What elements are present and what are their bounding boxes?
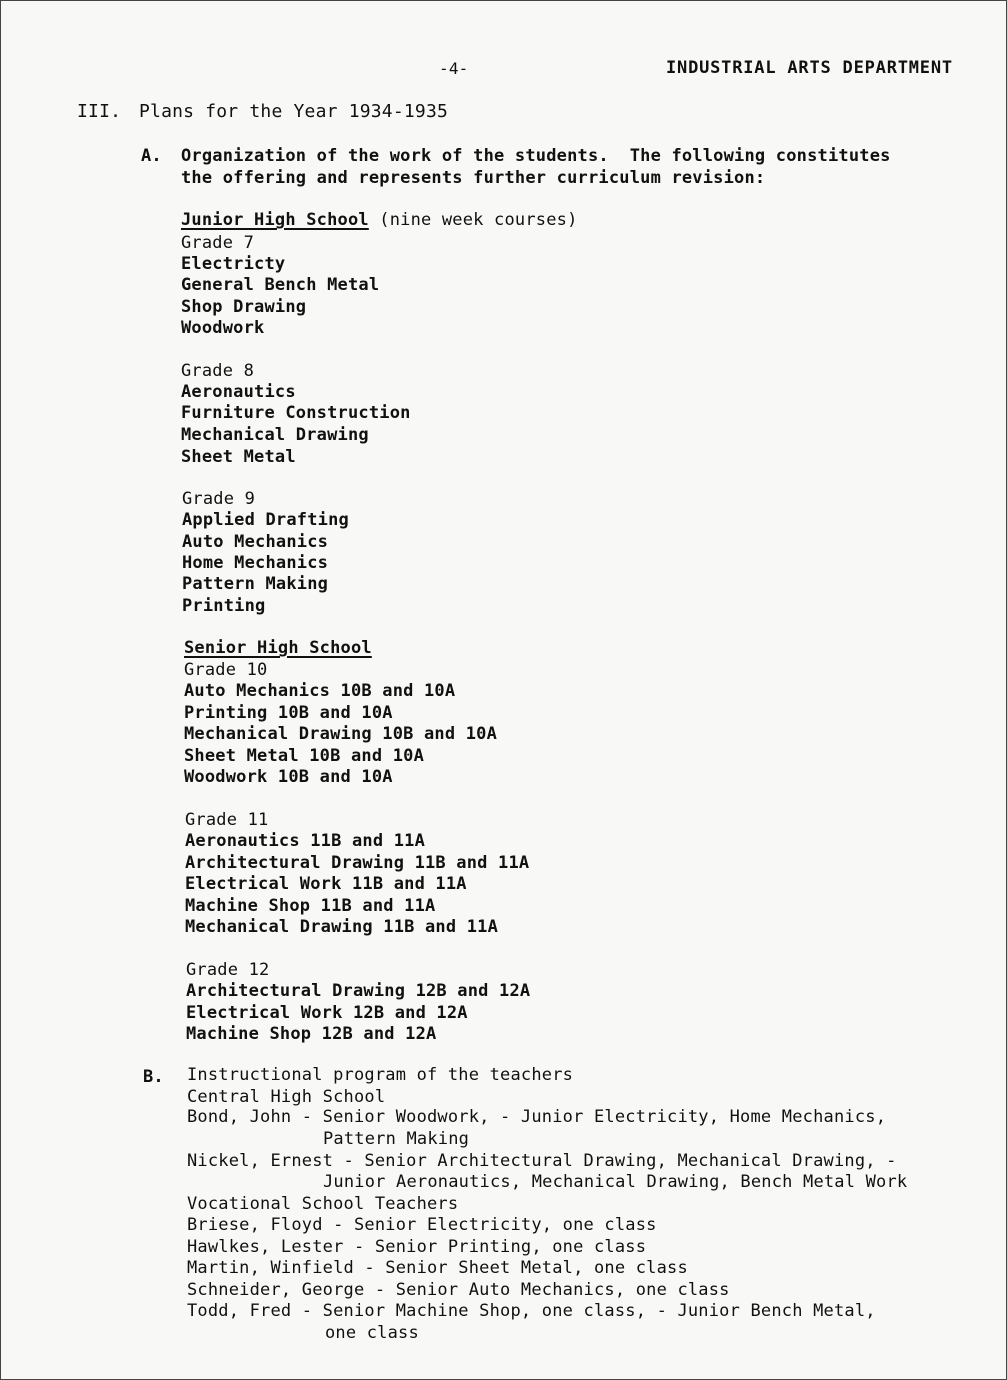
grade-8-label: Grade 8 (181, 361, 255, 381)
course-item: Shop Drawing (181, 297, 307, 317)
teacher-line: Briese, Floyd - Senior Electricity, one class (187, 1215, 657, 1235)
course-item: Machine Shop 12B and 12A (186, 1024, 437, 1044)
course-item: Applied Drafting (182, 510, 349, 530)
course-item: Sheet Metal 10B and 10A (184, 746, 425, 766)
section-numeral: III. (77, 101, 122, 122)
school-heading: Vocational School Teachers (187, 1194, 459, 1214)
course-item: Machine Shop 11B and 11A (185, 896, 436, 916)
grade-10-label: Grade 10 (184, 660, 268, 680)
grade-7-label: Grade 7 (181, 233, 255, 253)
course-item: Mechanical Drawing 10B and 10A (184, 724, 498, 744)
course-item: Aeronautics 11B and 11A (185, 831, 426, 851)
department-header: INDUSTRIAL ARTS DEPARTMENT (666, 58, 953, 78)
part-b-title: Instructional program of the teachers (187, 1065, 574, 1085)
part-a-letter: A. (141, 146, 162, 166)
course-item: Mechanical Drawing (181, 425, 369, 445)
teacher-line: Bond, John - Senior Woodwork, - Junior Electricity, Home Mechanics, (187, 1107, 887, 1127)
course-item: Printing 10B and 10A (184, 703, 393, 723)
course-item: Electrical Work 12B and 12A (186, 1003, 468, 1023)
course-item: Mechanical Drawing 11B and 11A (185, 917, 499, 937)
teacher-line: Nickel, Ernest - Senior Architectural Drawing, Mechanical Drawing, - (187, 1151, 897, 1171)
teacher-line: Hawlkes, Lester - Senior Printing, one class (187, 1237, 647, 1257)
course-item: Electricty (181, 254, 286, 274)
part-a-line1: Organization of the work of the students. The following constitutes (181, 146, 891, 166)
teacher-line-continued: Pattern Making (323, 1129, 470, 1149)
page-number: -4- (439, 59, 469, 78)
junior-high-heading: Junior High School (181, 210, 369, 230)
school-heading: Central High School (187, 1087, 386, 1107)
course-item: Home Mechanics (182, 553, 329, 573)
section-title: Plans for the Year 1934-1935 (139, 101, 449, 122)
teacher-line: Martin, Winfield - Senior Sheet Metal, one class (187, 1258, 688, 1278)
course-item: Architectural Drawing 11B and 11A (185, 853, 530, 873)
course-item: Auto Mechanics (182, 532, 329, 552)
course-item: Furniture Construction (181, 403, 411, 423)
course-item: Aeronautics (181, 382, 296, 402)
part-a-line2: the offering and represents further curriculum revision: (181, 168, 766, 188)
teacher-line-continued: Junior Aeronautics, Mechanical Drawing, Bench Metal Work (323, 1172, 908, 1192)
teacher-line-continued: one class (325, 1323, 419, 1343)
course-item: Woodwork 10B and 10A (184, 767, 393, 787)
teacher-line: Schneider, George - Senior Auto Mechanics, one class (187, 1280, 730, 1300)
course-item: Electrical Work 11B and 11A (185, 874, 467, 894)
junior-high-heading-line (181, 210, 578, 230)
part-b-letter: B. (143, 1067, 164, 1087)
junior-high-note: (nine week courses) (368, 210, 578, 230)
course-item: Auto Mechanics 10B and 10A (184, 681, 456, 701)
senior-high-heading: Senior High School (184, 638, 372, 658)
course-item: Architectural Drawing 12B and 12A (186, 981, 531, 1001)
course-item: Sheet Metal (181, 447, 296, 467)
course-item: Woodwork (181, 318, 265, 338)
grade-12-label: Grade 12 (186, 960, 270, 980)
course-item: Printing (182, 596, 266, 616)
teacher-line: Todd, Fred - Senior Machine Shop, one class, - Junior Bench Metal, (187, 1301, 876, 1321)
grade-9-label: Grade 9 (182, 489, 256, 509)
course-item: General Bench Metal (181, 275, 380, 295)
course-item: Pattern Making (182, 574, 329, 594)
grade-11-label: Grade 11 (185, 810, 269, 830)
